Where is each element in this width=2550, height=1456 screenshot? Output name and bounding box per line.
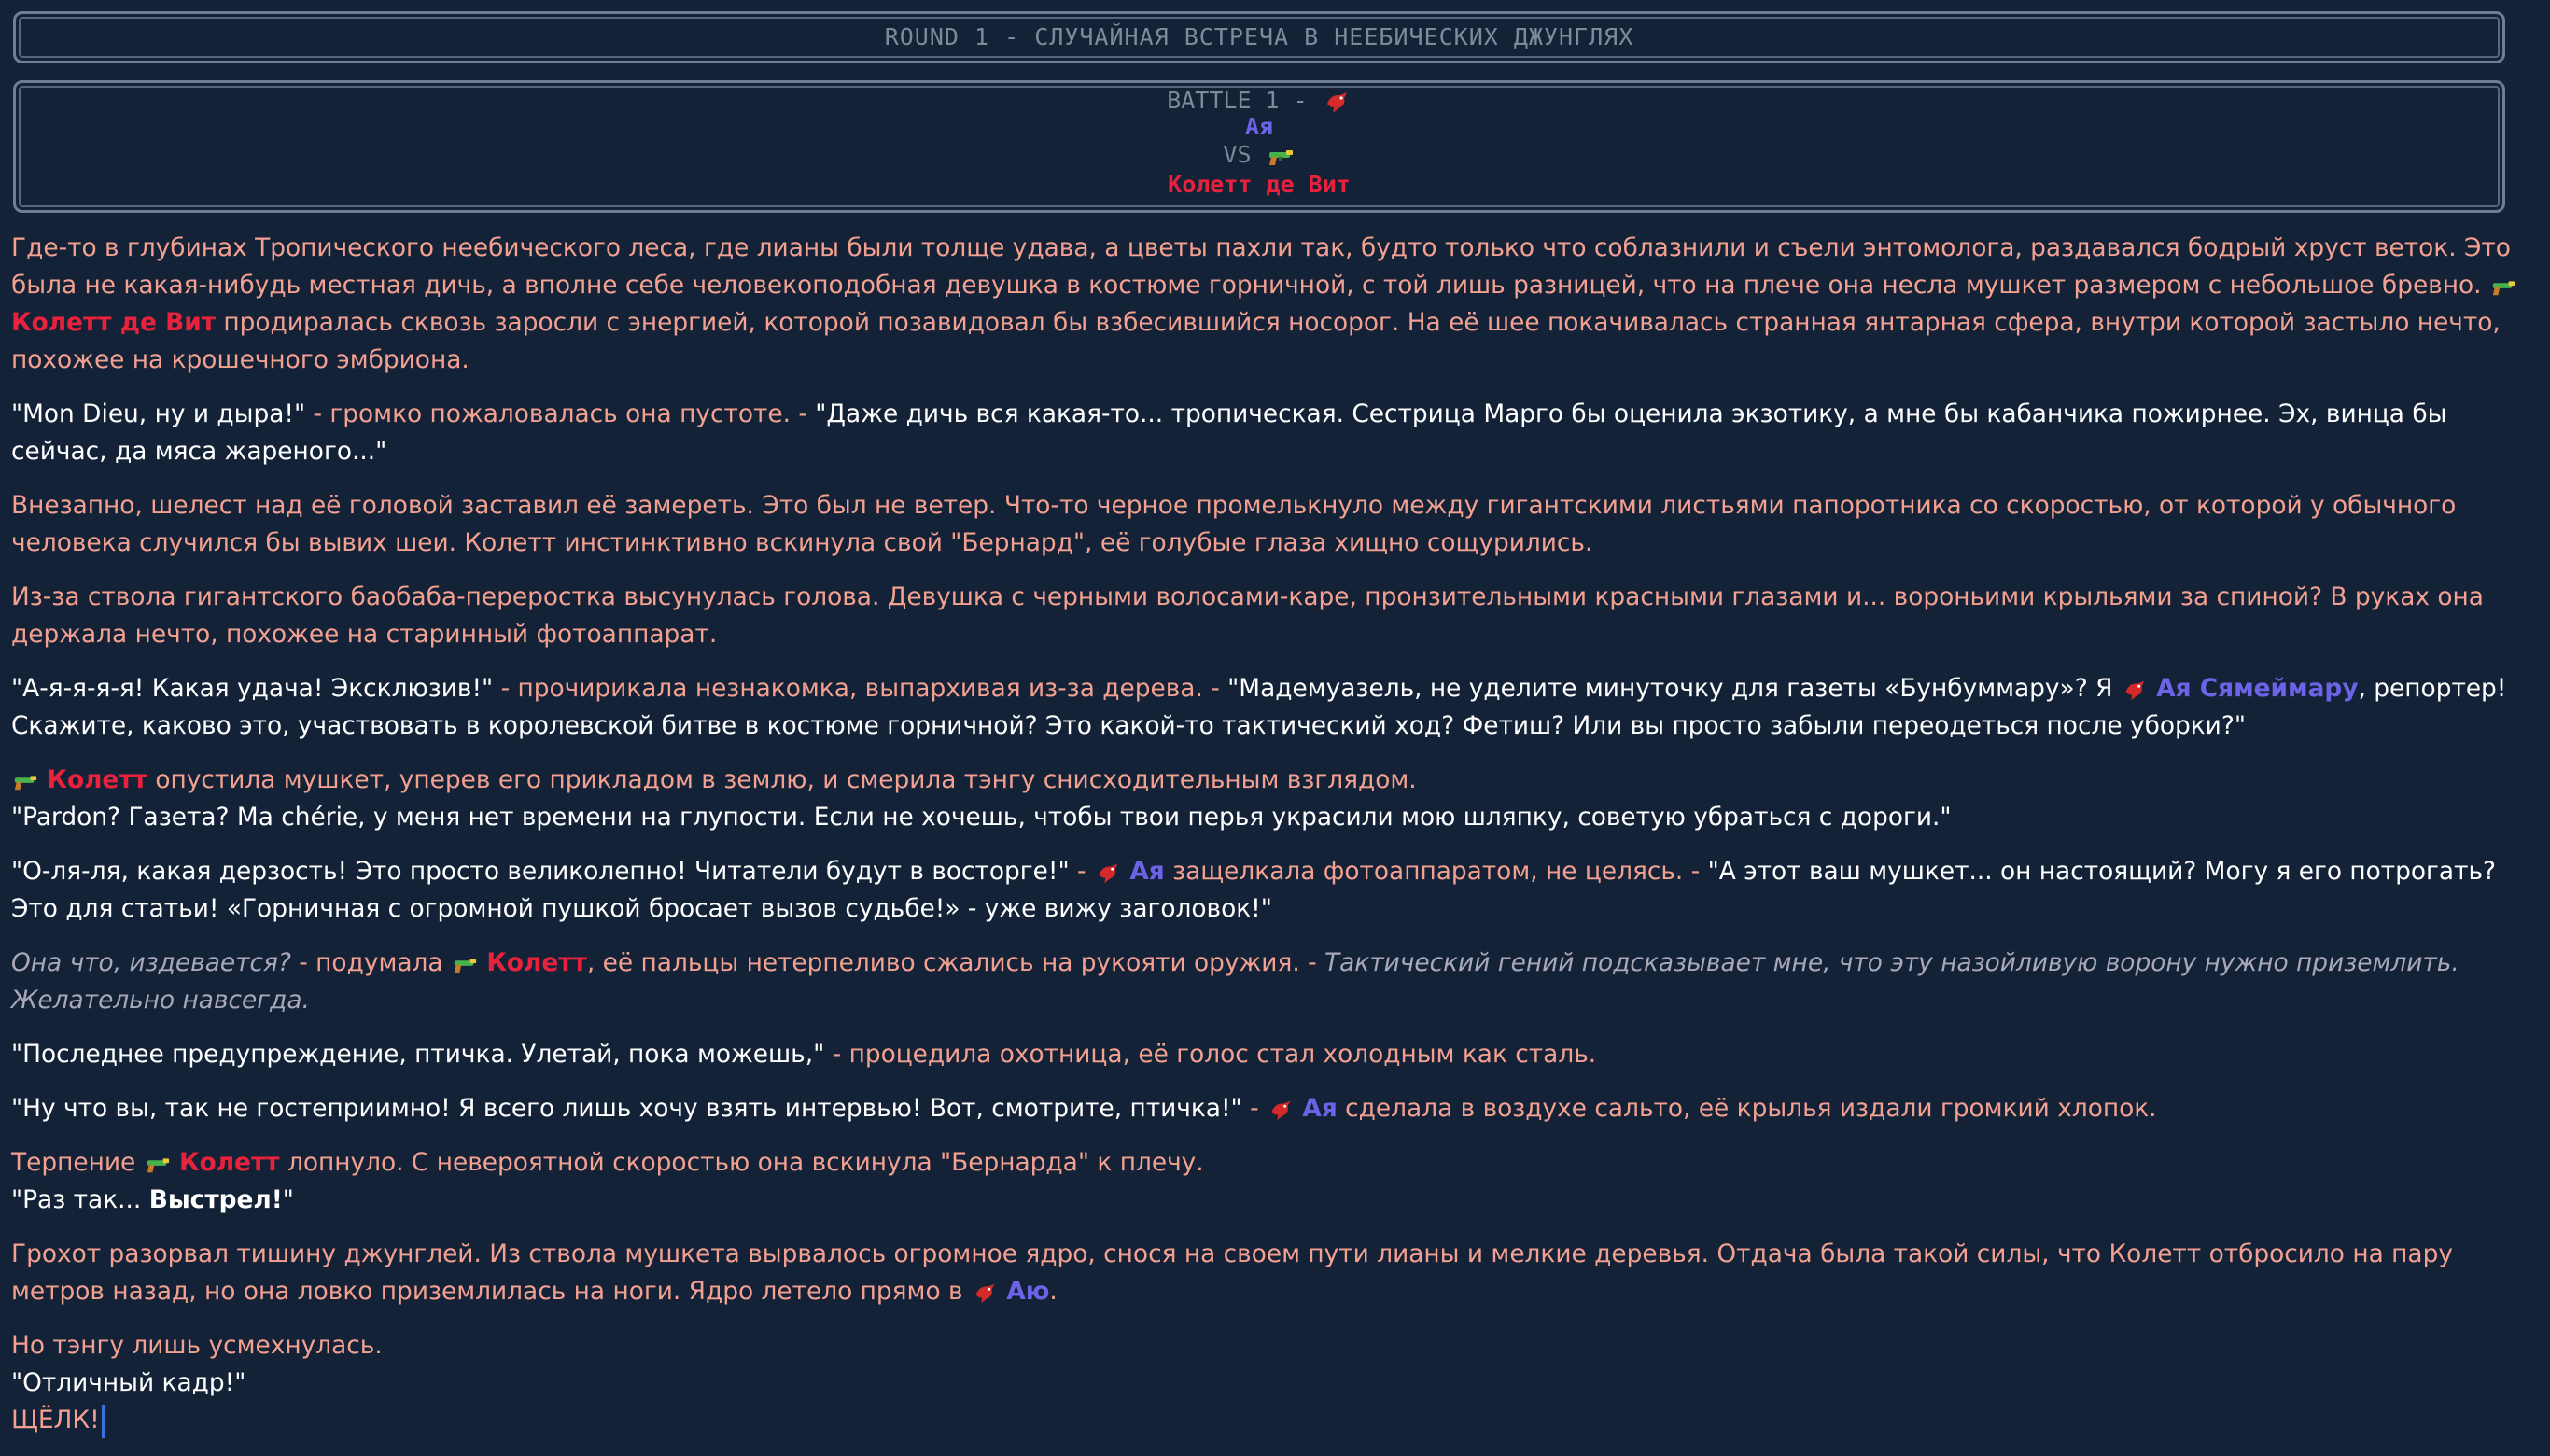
narration-text: Терпение [11,1148,136,1177]
crow-icon [971,1279,999,1307]
story-paragraph: Терпение Колетт лопнуло. С невероятной скоростью она вскинула "Бернарда" к плечу. "Раз так... Выстрел!" [11,1148,1204,1214]
narration-text: продиралась сквозь заросли с энергией, которой позавидовал бы взбесившийся носорог. На её шее покачивалась странная янтарная сфера, внутри которой застыло нечто, похожее на крошечного эмбриона. [11,308,2501,374]
vs-line [16,141,2502,169]
round-header [13,11,2505,63]
dialogue-text: "А-я-я-я-я! Какая удача! Эксклюзив!" [11,674,494,703]
story-paragraph [11,396,2531,470]
narration-text: , её пальцы нетерпеливо сжались на рукояти оружия. - [586,948,1317,977]
narration-text: Где-то в глубинах Тропического неебического леса, где лианы были толще удава, а цветы пахли так, будто только что соблазнили и съели энтомолога, раздавался бодрый хруст веток. Это была не какая-нибудь местная дичь, а вполне себе человекоподобная девушка в костюме горничной, с той лишь разницей, что на плече она несла мушкет размером с небольшое бревно. [11,233,2511,300]
dialogue-text: "А этот ваш мушкет... он настоящий? Могу я его потрогать? Это для статьи! «Горничная с огромной пушкой бросает вызов судьбе!» - уже вижу заголовок!" [11,857,2497,923]
aya-name: Ая Сямеймару [2156,674,2359,703]
musket-icon [2489,274,2517,299]
battle-story [11,230,2531,1456]
narration-text: - громко пожаловалась она пустоте. - [313,399,807,428]
narration-text: Внезапно, шелест над её головой заставил её замереть. Это был не ветер. Что-то черное промелькнуло между гигантскими листьями папоротника со скоростью, от которой у обычного человека случился бы вывих шеи. Колетт инстинктивно вскинула свой "Бернард", её голубые глаза хищно сощурились. [11,491,2457,557]
shot-text: Выстрел! [148,1185,283,1214]
battle-label: BATTLE 1 - [1167,87,1308,114]
narration-text: Грохот разорвал тишину джунглей. Из ствола мушкета вырвалось огромное ядро, снося на своем пути лианы и мелкие деревья. Отдача была такой силы, что Колетт отбросило на пару метров назад, но она ловко приземлилась на ноги. Ядро летело прямо в [11,1239,2453,1306]
fighter2-name: Колетт де Вит [1168,171,1351,198]
dialogue-text: "Даже дичь вся какая-то... тропическая. Сестрица Марго бы оценила экзотику, а мне бы кабанчика пожирнее. Эх, винца бы сейчас, да мяса жареного..." [11,399,2447,466]
dialogue-text: "Раз так... [11,1185,142,1214]
fighter1-name: Ая [1244,113,1274,140]
narration-text: Из-за ствола гигантского баобаба-переростка высунулась голова. Девушка с черными волосами-каре, пронзительными красными глазами и... вороньими крыльями за спиной? В руках она держала нечто, похожее на старинный фотоаппарат. [11,582,2484,649]
story-paragraph [11,487,2531,562]
colette-name: Колетт [47,765,147,794]
narration-text: - прочирикала незнакомка, выпархивая из-за дерева. - [500,674,1220,703]
dialogue-text: "Ну что вы, так не гостеприимно! Я всего лишь хочу взять интервью! Вот, смотрите, птичка!" [11,1094,1242,1123]
story-paragraph [11,1327,2531,1439]
musket-icon [1266,143,1296,169]
story-paragraph [11,762,2531,836]
narration-text: опустила мушкет, уперев его прикладом в землю, и смерила тэнгу снисходительным взглядом. [155,765,1417,794]
colette-name: Колетт де Вит [11,308,217,337]
aya-name: Ая [1302,1094,1338,1123]
click-text: ЩЁЛК! [11,1406,100,1435]
story-paragraph: "Ну что вы, так не гостеприимно! Я всего лишь хочу взять интервью! Вот, смотрите, птичка!" - Ая сделала в воздухе сальто, её крылья издали громкий хлопок. [11,1094,2157,1123]
dialogue-text: "Отличный кадр!" [11,1368,246,1397]
text-cursor [102,1405,105,1438]
aya-name: Аю [1006,1277,1050,1306]
dialogue-text: , репортер! Скажите, каково это, участвовать в королевской битве в костюме горничной? Это какой-то тактический ход? Фетиш? Или вы просто забыли переодеться после уборки?" [11,674,2507,740]
vs-label: VS [1223,141,1252,168]
battle-header [13,80,2505,213]
story-paragraph [11,670,2531,745]
dialogue-text: "Мадемуазель, не уделите минуточку для газеты «Бунбуммару»? Я [1227,674,2113,703]
dialogue-text: "О-ля-ля, какая дерзость! Это просто великолепно! Читатели будут в восторге!" [11,857,1070,886]
crow-icon [1267,1096,1295,1124]
dialogue-text: "Последнее предупреждение, птичка. Улетай, пока можешь," [11,1040,825,1069]
musket-icon [451,952,479,976]
musket-icon [11,769,39,793]
narration-text: лопнуло. С невероятной скоростью она вскинула "Бернарда" к плечу. [287,1148,1204,1177]
narration-text: - процедила охотница, её голос стал холодным как сталь. [832,1040,1597,1069]
musket-icon [144,1152,172,1176]
narration-text: Но тэнгу лишь усмехнулась. [11,1331,383,1360]
colette-name: Колетт [486,948,587,977]
crow-icon [1094,859,1122,887]
colette-name: Колетт [179,1148,280,1177]
thought-text: Тактический гений подсказывает мне, что эту назойливую ворону нужно приземлить. Желательно навсегда. [11,948,2459,1015]
dialogue-text: "Mon Dieu, ну и дыра!" [11,399,306,428]
narration-text: защелкала фотоаппаратом, не целясь. [1172,857,1684,886]
story-paragraph [11,1036,2531,1073]
aya-name: Ая [1129,857,1165,886]
dialogue-text: "Pardon? Газета? Ma chérie, у меня нет времени на глупости. Если не хочешь, чтобы твои перья украсили мою шляпку, советую убраться с дороги." [11,803,1952,832]
thought-text: Она что, издевается? [11,948,291,977]
narration-text: - подумала [299,948,443,977]
story-paragraph: Грохот разорвал тишину джунглей. Из ствола мушкета вырвалось огромное ядро, снося на своем пути лианы и мелкие деревья. Отдача была такой силы, что Колетт отбросило на пару метров назад, но она ловко приземлилась на ноги. Ядро летело прямо в Аю. [11,1239,2453,1306]
story-paragraph [11,230,2531,379]
round-title: ROUND 1 - СЛУЧАЙНАЯ ВСТРЕЧА В НЕЕБИЧЕСКИХ ДЖУНГЛЯХ [884,23,1634,50]
story-paragraph [11,579,2531,653]
story-paragraph: "О-ля-ля, какая дерзость! Это просто великолепно! Читатели будут в восторге!" - Ая защелкала фотоаппаратом, не целясь. - "А этот ваш мушкет... он настоящий? Могу я его потрогать? Это для статьи! «Горничная с огромной пушкой бросает вызов судьбе!» - уже вижу заголовок!" [11,857,2497,923]
narration-text: сделала в воздухе сальто, её крылья издали громкий хлопок. [1345,1094,2157,1123]
story-paragraph [11,945,2531,1019]
crow-icon [2121,676,2149,704]
